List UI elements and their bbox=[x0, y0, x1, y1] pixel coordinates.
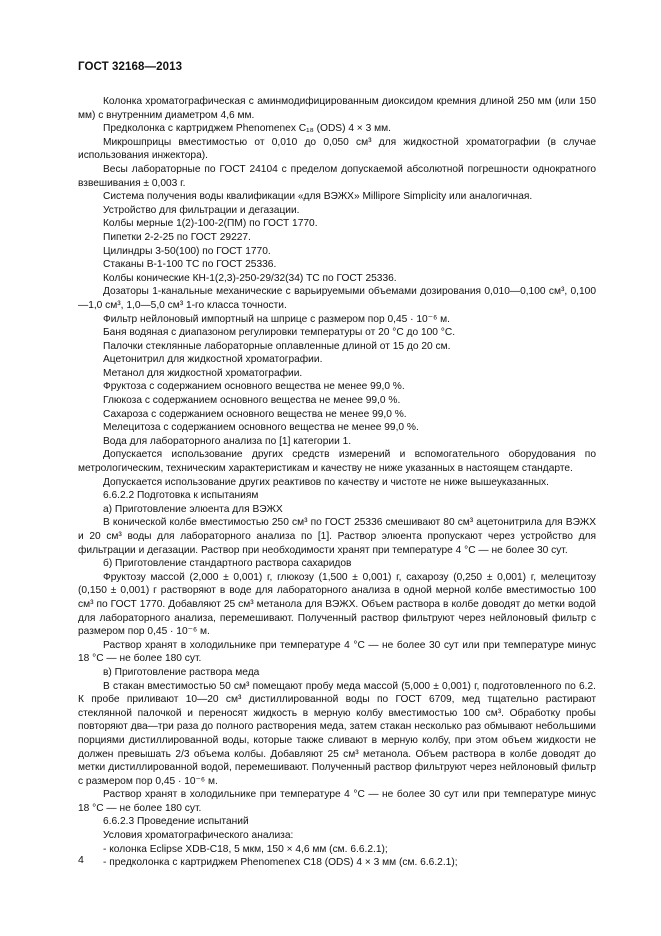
paragraph: Раствор хранят в холодильнике при температуре 4 °С — не более 30 сут или при температуре минус 18 °С — не более 180 сут. bbox=[78, 639, 596, 665]
list-item: - колонка Eclipse XDB-C18, 5 мкм, 150 × 4,6 мм (см. 6.6.2.1); bbox=[103, 843, 388, 855]
paragraph: Пипетки 2-2-25 по ГОСТ 29227. bbox=[103, 231, 251, 243]
document-header: ГОСТ 32168—2013 bbox=[78, 61, 183, 73]
section-heading: 6.6.2.2 Подготовка к испытаниям bbox=[103, 490, 259, 502]
subsection-heading: а) Приготовление элюента для ВЭЖХ bbox=[103, 503, 283, 515]
paragraph: В конической колбе вместимостью 250 см³ по ГОСТ 25336 смешивают 80 см³ ацетонитрила для ВЭЖХ и 20 см³ воды для лабораторного анализа по [1]. Раствор элюента пропускают через устройство для фильтрации и дегазации. Раствор при необходимости хранят при температуре 4 °С — не более 30 сут. bbox=[78, 517, 596, 556]
list-item: - предколонка с картриджем Phenomenex C18 (ODS) 4 × 3 мм (см. 6.6.2.1); bbox=[103, 857, 458, 869]
paragraph: Колбы мерные 1(2)-100-2(ПМ) по ГОСТ 1770. bbox=[103, 218, 318, 230]
paragraph: Раствор хранят в холодильнике при температуре 4 °С — не более 30 сут или при температуре минус 18 °С — не более 180 сут. bbox=[78, 789, 596, 814]
paragraph: Мелецитоза с содержанием основного вещества не менее 99,0 %. bbox=[103, 422, 419, 434]
paragraph: Предколонка с картриджем Phenomenex C₁₈ (ODS) 4 × 3 мм. bbox=[103, 123, 391, 135]
paragraph: Фруктозу массой (2,000 ± 0,001) г, глюкозу (1,500 ± 0,001) г, сахарозу (0,250 ± 0,001) г, мелецитозу (0,150 ± 0,001) г растворяют в воде для лабораторного анализа в одной мерной колбе вместимостью 100 см³ по ГОСТ 1770. Добавляют 25 см³ метанола для ВЭЖХ. Объем раствора в колбе доводят до метки водой для лабораторного анализа, перемешивают. Полученный раствор фильтруют через нейлоновый фильтр с размером пор 0,45 · 10⁻⁶ м. bbox=[78, 571, 596, 638]
paragraph: Цилиндры 3-50(100) по ГОСТ 1770. bbox=[103, 245, 271, 257]
paragraph: Колбы конические КН-1(2,3)-250-29/32(34) ТС по ГОСТ 25336. bbox=[103, 272, 397, 284]
paragraph: Колонка хроматографическая с аминмодифицированным диоксидом кремния длиной 250 мм (или 150 мм) с внутренним диаметром 4,6 мм. bbox=[78, 96, 596, 121]
paragraph: Фруктоза с содержанием основного вещества не менее 99,0 %. bbox=[103, 381, 405, 393]
subsection-heading: в) Приготовление раствора меда bbox=[103, 666, 260, 678]
paragraph: Весы лабораторные по ГОСТ 24104 с пределом допускаемой абсолютной погрешности однократного взвешивания ± 0,003 г. bbox=[78, 163, 596, 189]
section-heading: 6.6.2.3 Проведение испытаний bbox=[103, 816, 249, 828]
subsection-heading: б) Приготовление стандартного раствора сахаридов bbox=[103, 558, 352, 570]
paragraph: Ацетонитрил для жидкостной хроматографии. bbox=[103, 354, 323, 366]
paragraph: Устройство для фильтрации и дегазации. bbox=[103, 204, 300, 216]
paragraph: Палочки стеклянные лабораторные оплавленные длиной от 15 до 20 см. bbox=[103, 340, 451, 352]
paragraph: Дозаторы 1-канальные механические с варьируемыми объемами дозирования 0,010—0,100 см³, 0,100—1,0 см³, 1,0—5,0 см³ 1-го класса точности. bbox=[78, 286, 596, 311]
paragraph: Микрошприцы вместимостью от 0,010 до 0,050 см³ для жидкостной хроматографии (в случае использования инжектора). bbox=[78, 136, 596, 162]
paragraph: Допускается использование других реактивов по качеству и чистоте не ниже вышеуказанных. bbox=[103, 476, 549, 488]
paragraph: Баня водяная с диапазоном регулировки температуры от 20 °С до 100 °С. bbox=[103, 327, 456, 339]
paragraph: В стакан вместимостью 50 см³ помещают пробу меда массой (5,000 ± 0,001) г, подготовленного по 6.2. К пробе приливают 10—20 см³ дистиллированной воды по ГОСТ 6709, мед тщательно растирают стеклянной палочкой и переносят жидкость в мерную колбу вместимостью 100 см³. Обработку пробы повторяют два—три раза до полного растворения меда, затем стакан несколько раз обмывают небольшими порциями дистиллированной воды, которые также сливают в мерную колбу, при этом объем жидкости не должен превышать 2/3 объема колбы. Добавляют 25 см³ метанола. Объем раствора в колбе доводят до метки дистиллированной водой, перемешивают. Полученный раствор фильтруют через нейлоновый фильтр с размером пор 0,45 · 10⁻⁶ м. bbox=[78, 680, 596, 787]
paragraph: Допускается использование других средств измерений и вспомогательного оборудования по метрологическим, техническим характеристикам и качеству не ниже указанных в настоящем стандарте. bbox=[78, 449, 596, 475]
paragraph: Система получения воды квалификации «для ВЭЖХ» Millipore Simplicity или аналогичная. bbox=[103, 191, 533, 203]
document-body bbox=[78, 95, 596, 870]
paragraph: Стаканы В-1-100 ТС по ГОСТ 25336. bbox=[103, 259, 277, 271]
paragraph: Условия хроматографического анализа: bbox=[103, 830, 294, 842]
paragraph: Сахароза с содержанием основного вещества не менее 99,0 %. bbox=[103, 408, 407, 420]
paragraph: Фильтр нейлоновый импортный на шприце с размером пор 0,45 · 10⁻⁶ м. bbox=[103, 313, 450, 325]
paragraph: Глюкоза с содержанием основного вещества не менее 99,0 %. bbox=[103, 395, 401, 407]
paragraph: Вода для лабораторного анализа по [1] категории 1. bbox=[103, 435, 352, 447]
paragraph: Метанол для жидкостной хроматографии. bbox=[103, 367, 303, 379]
page-number: 4 bbox=[78, 854, 84, 866]
